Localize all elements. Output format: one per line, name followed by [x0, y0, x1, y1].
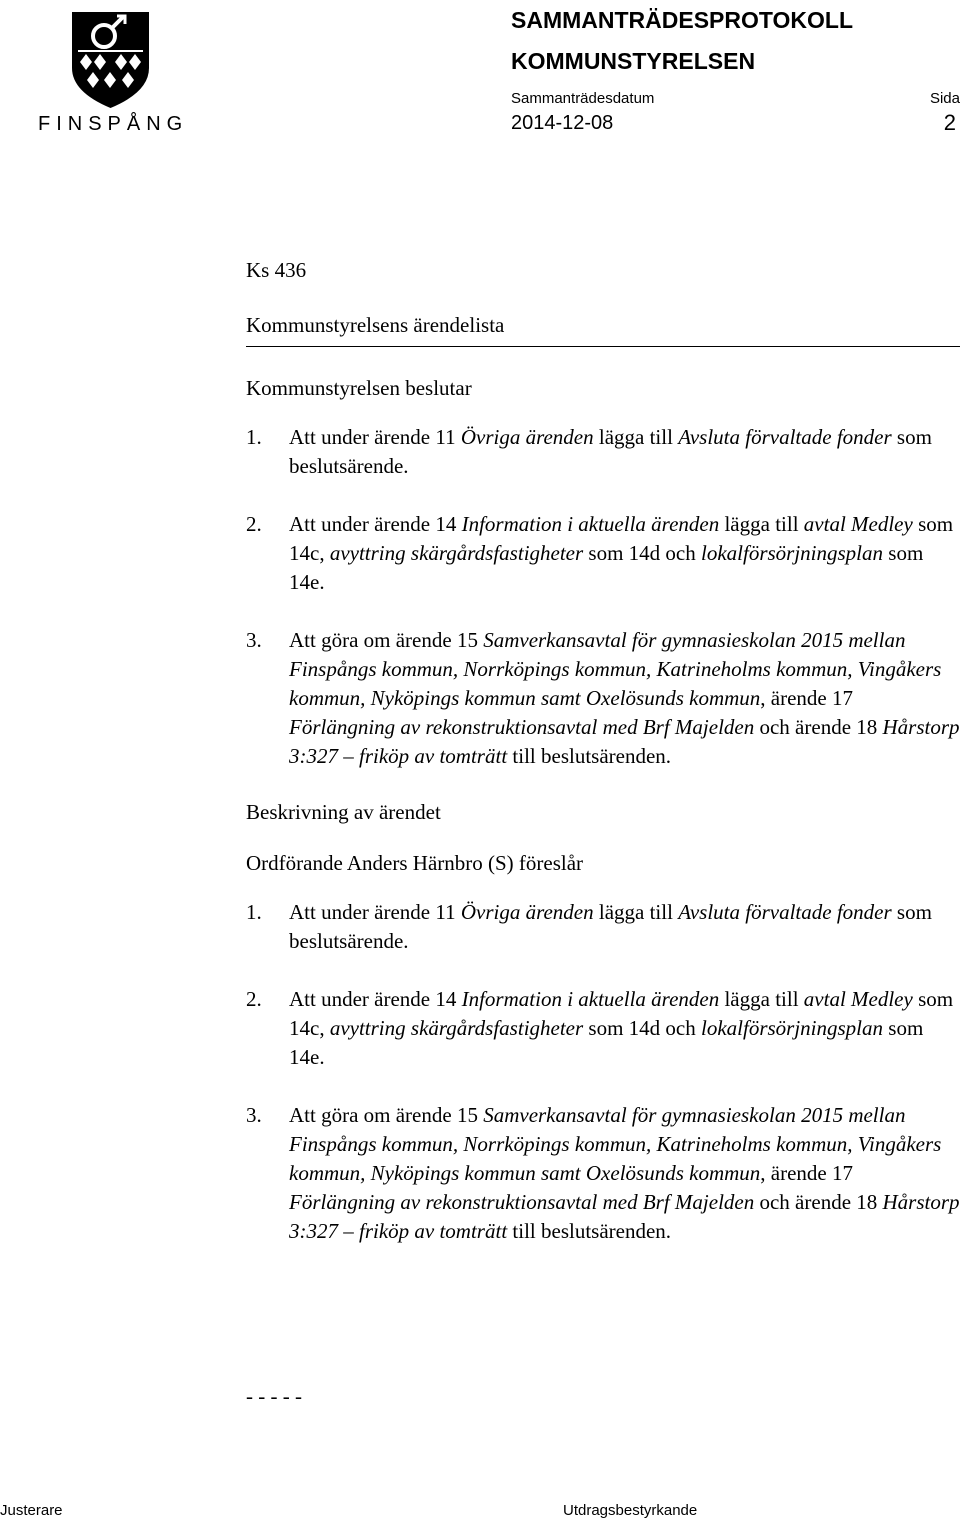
item-italic: avyttring skärgårdsfastigheter	[329, 1016, 584, 1040]
item-italic: Avsluta förvaltade fonder	[678, 425, 892, 449]
item-italic: avtal Medley	[803, 512, 913, 536]
item-text: Att göra om ärende 15	[289, 1103, 484, 1127]
item-number: 3.	[246, 628, 262, 652]
item-italic: Förlängning av rekonstruktionsavtal med Brf Majelden	[289, 1190, 755, 1214]
item-number: 2.	[246, 987, 262, 1011]
decision-heading: Kommunstyrelsen beslutar	[246, 376, 472, 400]
item-text: och ärende 18	[754, 715, 883, 739]
proposal-list	[246, 898, 960, 1246]
item-text: Att under ärende 14	[289, 987, 462, 1011]
item-text: som 14e.	[289, 1016, 924, 1069]
page-label: Sida	[929, 90, 960, 107]
item-text: , ärende 17	[760, 686, 853, 710]
item-number: 2.	[246, 512, 262, 536]
item-text: och ärende 18	[754, 1190, 883, 1214]
page-number: 2	[943, 110, 956, 135]
list-item	[246, 510, 960, 597]
item-italic: Övriga ärenden	[460, 900, 594, 924]
item-italic: Samverkansavtal för gymnasieskolan 2015 mellan Finspångs kommun, Norrköpings kommun, Katrineholms kommun, Vingåkers kommun, Nyköpings kommun samt Oxelösunds kommun	[289, 628, 942, 710]
item-italic: Hårstorp 3:327 – friköp av tomträtt	[289, 1190, 960, 1243]
document-type: SAMMANTRÄDESPROTOKOLL	[511, 7, 854, 33]
list-item	[246, 423, 960, 481]
decision-list	[246, 423, 960, 771]
item-text: lägga till	[719, 512, 804, 536]
item-italic: Information i aktuella ärenden	[461, 987, 720, 1011]
description-heading: Beskrivning av ärendet	[246, 800, 441, 824]
item-text: som 14e.	[289, 541, 924, 594]
item-text: till beslutsärenden.	[507, 744, 672, 768]
item-number: 1.	[246, 425, 262, 449]
meeting-date: 2014-12-08	[511, 112, 614, 134]
item-italic: avyttring skärgårdsfastigheter	[329, 541, 584, 565]
proposer-text: Ordförande Anders Härnbro (S) föreslår	[246, 851, 584, 875]
list-item	[246, 898, 960, 956]
item-text: lägga till	[593, 425, 679, 449]
item-number: 3.	[246, 1103, 262, 1127]
item-italic: Hårstorp 3:327 – friköp av tomträtt	[289, 715, 960, 768]
item-text: till beslutsärenden.	[507, 1219, 672, 1243]
section-separator: - - - - -	[246, 1384, 302, 1408]
organization-name: KOMMUNSTYRELSEN	[511, 48, 756, 74]
item-italic: lokalförsörjningsplan	[701, 1016, 884, 1040]
item-text: som beslutsärende.	[289, 900, 932, 953]
list-item	[246, 626, 960, 771]
item-number: 1.	[246, 900, 262, 924]
finspang-logo	[38, 10, 189, 135]
item-italic: Avsluta förvaltade fonder	[678, 900, 892, 924]
logo-wordmark: FINSPÅNG	[38, 113, 189, 135]
item-text: Att göra om ärende 15	[289, 628, 484, 652]
item-text: Att under ärende 14	[289, 512, 462, 536]
date-label: Sammanträdesdatum	[511, 90, 655, 107]
footer-utdrag-label: Utdragsbestyrkande	[563, 1502, 698, 1519]
item-italic: Förlängning av rekonstruktionsavtal med Brf Majelden	[289, 715, 755, 739]
item-italic: Övriga ärenden	[460, 425, 594, 449]
footer-justerare-label: Justerare	[0, 1502, 63, 1519]
case-number: Ks 436	[246, 258, 307, 282]
item-text: som 14d och	[583, 1016, 701, 1040]
item-text: , ärende 17	[760, 1161, 853, 1185]
item-text: lägga till	[719, 987, 804, 1011]
item-text: som beslutsärende.	[289, 425, 932, 478]
item-text: Att under ärende 11	[289, 425, 461, 449]
case-title: Kommunstyrelsens ärendelista	[246, 311, 960, 347]
item-italic: lokalförsörjningsplan	[701, 541, 884, 565]
item-italic: Samverkansavtal för gymnasieskolan 2015 mellan Finspångs kommun, Norrköpings kommun, Katrineholms kommun, Vingåkers kommun, Nyköpings kommun samt Oxelösunds kommun	[289, 1103, 942, 1185]
item-text: som 14c,	[289, 512, 954, 565]
item-text: Att under ärende 11	[289, 900, 461, 924]
coat-of-arms-icon	[38, 10, 183, 110]
item-text: lägga till	[593, 900, 679, 924]
protocol-body	[246, 256, 960, 1246]
item-text: som 14d och	[583, 541, 701, 565]
list-item	[246, 985, 960, 1072]
item-italic: avtal Medley	[803, 987, 913, 1011]
list-item	[246, 1101, 960, 1246]
item-italic: Information i aktuella ärenden	[461, 512, 720, 536]
item-text: som 14c,	[289, 987, 954, 1040]
